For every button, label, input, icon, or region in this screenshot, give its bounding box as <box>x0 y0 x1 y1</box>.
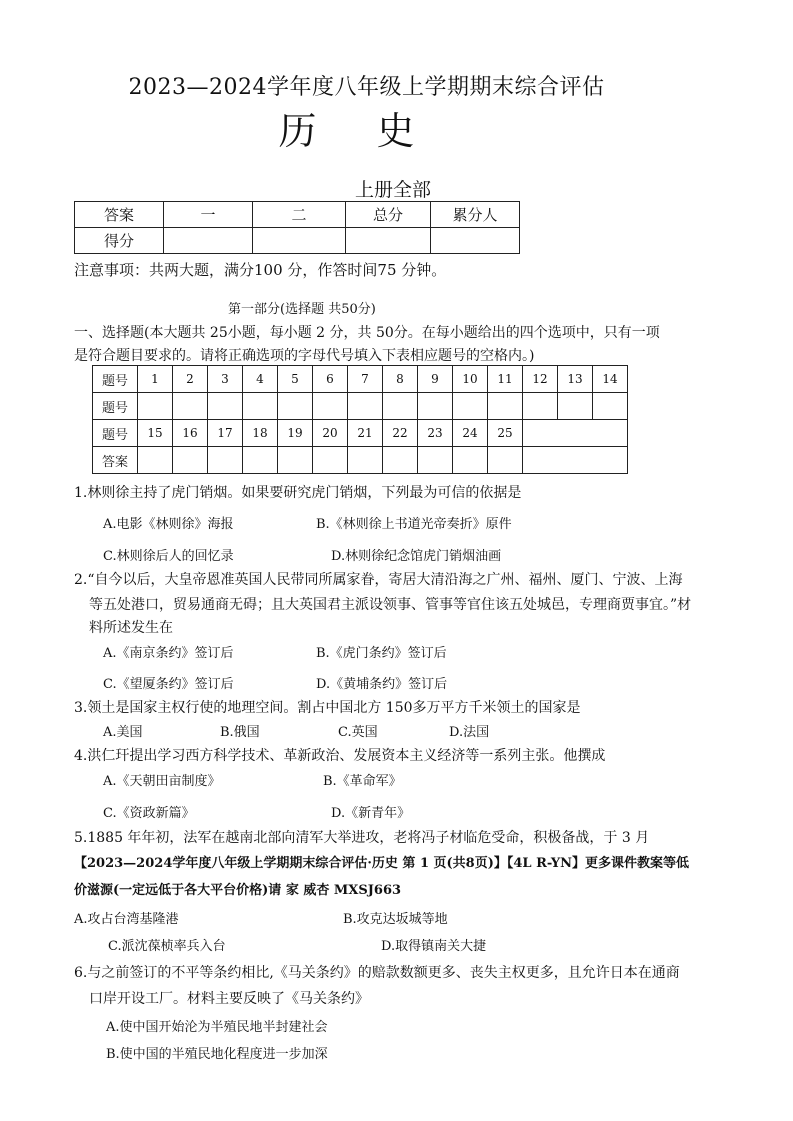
grid-num: 8 <box>383 366 418 393</box>
grid-blank <box>453 447 488 474</box>
grid-num: 23 <box>418 420 453 447</box>
answer-grid-row-answers-2 <box>93 447 628 474</box>
question-3-option-c: C.英国 <box>338 725 378 740</box>
grid-empty-area <box>523 420 628 447</box>
section1-intro-line2: 是符合题目要求的。请将正确选项的字母代号填入下表相应题号的空格内。) <box>74 348 535 364</box>
score-header-part2: 二 <box>253 202 346 228</box>
grid-blank <box>278 447 313 474</box>
grid-num: 4 <box>243 366 278 393</box>
subject-title: 历史 <box>278 109 475 153</box>
question-1-option-a: A.电影《林则徐》海报 <box>103 517 234 532</box>
page-footer-line2: 价滋源(一定远低于各大平台价格)请 家 威杏 MXSJ663 <box>74 883 402 898</box>
grid-blank <box>418 447 453 474</box>
grid-blank <box>383 393 418 420</box>
question-4-option-a: A.《天朝田亩制度》 <box>103 774 221 789</box>
question-6-option-b: B.使中国的半殖民地化程度进一步加深 <box>106 1047 328 1062</box>
grid-num: 12 <box>523 366 558 393</box>
score-row-label: 得分 <box>75 228 164 254</box>
exam-title: 2023—2024学年度八年级上学期期末综合评估 <box>128 75 605 100</box>
grid-blank <box>243 447 278 474</box>
grid-num: 21 <box>348 420 383 447</box>
part1-title: 第一部分(选择题 共50分) <box>228 302 376 317</box>
grid-label: 题号 <box>93 420 138 447</box>
grid-blank <box>348 393 383 420</box>
grid-blank <box>313 393 348 420</box>
grid-num: 15 <box>138 420 173 447</box>
score-table <box>74 201 520 254</box>
question-1-option-c: C.林则徐后人的回忆录 <box>103 549 234 564</box>
question-3-stem: 3.领土是国家主权行使的地理空间。割占中国北方 150多万平方千米领土的国家是 <box>74 700 581 716</box>
grid-blank <box>208 447 243 474</box>
grid-blank <box>348 447 383 474</box>
score-header-grader: 累分人 <box>431 202 520 228</box>
question-3-option-b: B.俄国 <box>220 725 260 740</box>
grid-blank <box>173 447 208 474</box>
grid-num: 11 <box>488 366 523 393</box>
answer-grid-row-numbers-2 <box>93 420 628 447</box>
question-5-stem: 5.1885 年年初，法军在越南北部向清军大举进攻，老将冯子材临危受命，积极备战，于 3 月 <box>74 830 650 846</box>
question-6-option-a: A.使中国开始沦为半殖民地半封建社会 <box>106 1020 328 1035</box>
question-3-option-d: D.法国 <box>449 725 490 740</box>
question-4-option-c: C.《资政新篇》 <box>103 806 195 821</box>
grid-num: 13 <box>558 366 593 393</box>
exam-scope: 上册全部 <box>355 179 432 201</box>
grid-blank <box>243 393 278 420</box>
question-5-option-d: D.取得镇南关大捷 <box>381 939 487 954</box>
grid-blank <box>383 447 418 474</box>
question-2-stem-line1: 2.“自今以后，大皇帝恩准英国人民带同所属家眷，寄居大清沿海之广州、福州、厦门、宁波、上海 <box>74 572 683 588</box>
grid-num: 17 <box>208 420 243 447</box>
score-cell <box>253 228 346 254</box>
grid-num: 16 <box>173 420 208 447</box>
grid-num: 1 <box>138 366 173 393</box>
grid-blank <box>138 447 173 474</box>
question-2-option-c: C.《望厦条约》签订后 <box>103 677 234 692</box>
question-2-stem-line2: 等五处港口，贸易通商无碍；且大英国君主派设领事、管事等官住该五处城邑，专理商贾事宜。”材 <box>89 597 692 613</box>
question-5-option-a: A.攻占台湾基隆港 <box>74 912 179 927</box>
score-header-part1: 一 <box>164 202 253 228</box>
question-1-option-b: B.《林则徐上书道光帝奏折》原件 <box>316 517 512 532</box>
question-2-stem-line3: 料所述发生在 <box>89 620 173 636</box>
question-6-stem-line1: 6.与之前签订的不平等条约相比,《马关条约》的赔款数额更多、丧失主权更多，且允许日本在通商 <box>74 965 680 981</box>
grid-num: 10 <box>453 366 488 393</box>
grid-blank <box>523 393 558 420</box>
grid-blank <box>558 393 593 420</box>
grid-num: 24 <box>453 420 488 447</box>
question-4-option-b: B.《革命军》 <box>323 774 402 789</box>
grid-num: 14 <box>593 366 628 393</box>
grid-num: 20 <box>313 420 348 447</box>
answer-grid <box>92 365 628 474</box>
answer-grid-row-blank-1 <box>93 393 628 420</box>
answer-grid-row-numbers-1 <box>93 366 628 393</box>
grid-blank <box>313 447 348 474</box>
question-6-stem-line2: 口岸开设工厂。材料主要反映了《马关条约》 <box>89 991 369 1007</box>
score-header-total: 总分 <box>346 202 431 228</box>
grid-num: 5 <box>278 366 313 393</box>
grid-num: 2 <box>173 366 208 393</box>
score-cell <box>431 228 520 254</box>
grid-blank <box>593 393 628 420</box>
grid-num: 18 <box>243 420 278 447</box>
grid-label: 题号 <box>93 393 138 420</box>
section1-intro-line1: 一、选择题(本大题共 25小题，每小题 2 分，共 50分。在每小题给出的四个选项中，只有一项 <box>74 325 660 341</box>
grid-label: 答案 <box>93 447 138 474</box>
question-1-stem: 1.林则徐主持了虎门销烟。如果要研究虎门销烟，下列最为可信的依据是 <box>74 485 522 501</box>
grid-num: 3 <box>208 366 243 393</box>
question-2-option-d: D.《黄埔条约》签订后 <box>316 677 448 692</box>
score-cell <box>346 228 431 254</box>
grid-num: 9 <box>418 366 453 393</box>
grid-num: 19 <box>278 420 313 447</box>
grid-num: 25 <box>488 420 523 447</box>
grid-label: 题号 <box>93 366 138 393</box>
question-1-option-d: D.林则徐纪念馆虎门销烟油画 <box>331 549 502 564</box>
notice: 注意事项：共两大题，满分100 分，作答时间75 分钟。 <box>74 261 447 279</box>
question-4-option-d: D.《新青年》 <box>331 806 411 821</box>
question-2-option-b: B.《虎门条约》签订后 <box>316 646 447 661</box>
grid-blank <box>173 393 208 420</box>
grid-blank <box>488 393 523 420</box>
grid-blank <box>488 447 523 474</box>
question-3-option-a: A.美国 <box>103 725 143 740</box>
grid-empty-area <box>523 447 628 474</box>
score-cell <box>164 228 253 254</box>
page-footer-line1: 【2023—2024学年度八年级上学期期末综合评估·历史 第 1 页(共8页)】【4L R-YN】更多课件教案等低 <box>74 856 690 871</box>
grid-blank <box>138 393 173 420</box>
grid-num: 6 <box>313 366 348 393</box>
grid-blank <box>208 393 243 420</box>
grid-num: 7 <box>348 366 383 393</box>
grid-blank <box>453 393 488 420</box>
score-header-answer: 答案 <box>75 202 164 228</box>
grid-blank <box>278 393 313 420</box>
question-4-stem: 4.洪仁玕提出学习西方科学技术、革新政治、发展资本主义经济等一系列主张。他撰成 <box>74 748 606 764</box>
question-5-option-c: C.派沈葆桢率兵入台 <box>108 939 226 954</box>
grid-num: 22 <box>383 420 418 447</box>
question-5-option-b: B.攻克达坂城等地 <box>343 912 448 927</box>
grid-blank <box>418 393 453 420</box>
question-2-option-a: A.《南京条约》签订后 <box>103 646 234 661</box>
